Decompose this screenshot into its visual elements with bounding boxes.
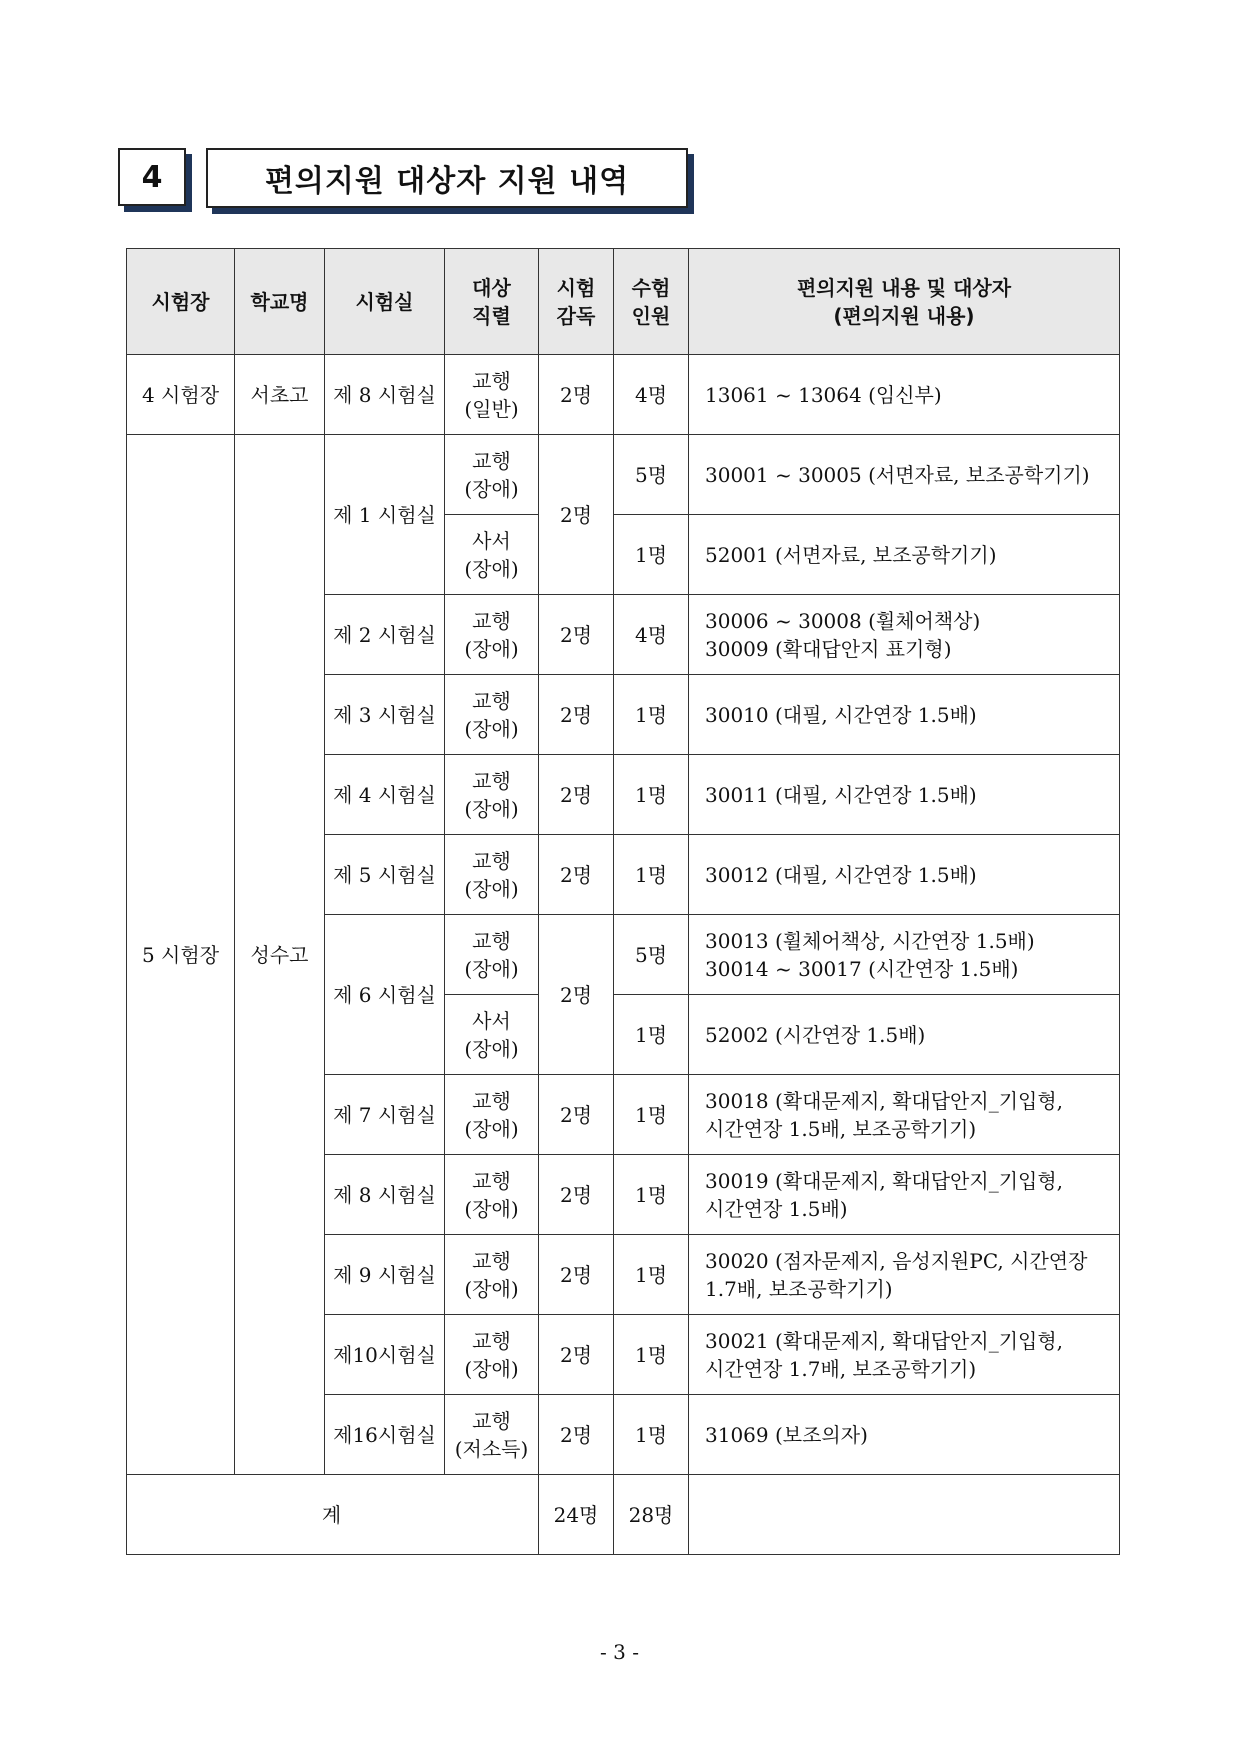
target-l2: (장애) [464, 1116, 519, 1141]
examinees-cell: 4명 [614, 355, 689, 435]
total-label: 계 [127, 1475, 539, 1555]
target-cell [445, 1155, 539, 1235]
header-detail-l1: 편의지원 내용 및 대상자 [796, 275, 1012, 300]
detail-l1: 30021 (확대문제지, 확대답안지_기입형, [705, 1328, 1064, 1353]
target-l2: (장애) [464, 956, 519, 981]
examinees-cell: 1명 [614, 835, 689, 915]
detail-l1: 30006 ~ 30008 (휠체어책상) [705, 608, 981, 633]
header-school: 학교명 [235, 249, 325, 355]
target-l2: (장애) [464, 1036, 519, 1061]
target-l1: 교행 [472, 768, 511, 793]
target-l2: (장애) [464, 1356, 519, 1381]
target-l1: 교행 [472, 368, 511, 393]
detail-l2: 시간연장 1.7배, 보조공학기기) [705, 1356, 977, 1381]
detail-l2: 1.7배, 보조공학기기) [705, 1276, 893, 1301]
school-cell: 서초고 [235, 355, 325, 435]
detail-l2: 시간연장 1.5배) [705, 1196, 848, 1221]
support-table [126, 248, 1120, 1555]
target-cell [445, 835, 539, 915]
page-number: - 3 - [600, 1640, 639, 1664]
detail-l1: 52001 (서면자료, 보조공학기기) [705, 542, 997, 567]
room-cell: 제 3 시험실 [325, 675, 445, 755]
detail-cell [689, 755, 1120, 835]
room-cell: 제 5 시험실 [325, 835, 445, 915]
header-target [445, 249, 539, 355]
examinees-cell: 1명 [614, 755, 689, 835]
detail-l1: 30019 (확대문제지, 확대답안지_기입형, [705, 1168, 1064, 1193]
supervisor-cell: 2명 [539, 1075, 614, 1155]
supervisor-cell: 2명 [539, 1235, 614, 1315]
target-l1: 사서 [472, 528, 511, 553]
target-cell [445, 355, 539, 435]
header-examinees-l2: 인원 [631, 303, 671, 328]
target-cell [445, 595, 539, 675]
target-l1: 교행 [472, 1248, 511, 1273]
detail-cell [689, 1235, 1120, 1315]
target-l1: 교행 [472, 1168, 511, 1193]
detail-l1: 30001 ~ 30005 (서면자료, 보조공학기기) [705, 462, 1090, 487]
detail-l1: 30018 (확대문제지, 확대답안지_기입형, [705, 1088, 1064, 1113]
target-l2: (장애) [464, 1276, 519, 1301]
detail-l1: 30013 (휠체어책상, 시간연장 1.5배) [705, 928, 1035, 953]
detail-cell [689, 835, 1120, 915]
table-row [127, 435, 1120, 515]
examinees-cell: 1명 [614, 1395, 689, 1475]
supervisor-cell: 2명 [539, 675, 614, 755]
room-cell: 제 4 시험실 [325, 755, 445, 835]
target-l1: 교행 [472, 448, 511, 473]
target-l1: 교행 [472, 1328, 511, 1353]
target-cell [445, 915, 539, 995]
target-cell [445, 1395, 539, 1475]
supervisor-cell: 2명 [539, 1315, 614, 1395]
target-l2: (저소득) [454, 1436, 529, 1461]
target-cell [445, 675, 539, 755]
room-cell: 제10시험실 [325, 1315, 445, 1395]
detail-cell [689, 995, 1120, 1075]
room-cell: 제16시험실 [325, 1395, 445, 1475]
supervisor-cell: 2명 [539, 1155, 614, 1235]
detail-l1: 52002 (시간연장 1.5배) [705, 1022, 926, 1047]
room-cell: 제 6 시험실 [325, 915, 445, 1075]
detail-l2: 30014 ~ 30017 (시간연장 1.5배) [705, 956, 1019, 981]
room-cell: 제 8 시험실 [325, 1155, 445, 1235]
header-detail [689, 249, 1120, 355]
room-cell: 제 1 시험실 [325, 435, 445, 595]
room-cell: 제 9 시험실 [325, 1235, 445, 1315]
target-l2: (장애) [464, 636, 519, 661]
supervisor-cell: 2명 [539, 835, 614, 915]
detail-cell [689, 1075, 1120, 1155]
target-l1: 교행 [472, 608, 511, 633]
header-target-l2: 직렬 [472, 303, 511, 328]
detail-cell [689, 1315, 1120, 1395]
target-cell [445, 1235, 539, 1315]
target-cell [445, 755, 539, 835]
detail-l2: 시간연장 1.5배, 보조공학기기) [705, 1116, 977, 1141]
detail-cell [689, 915, 1120, 995]
header-examinees [614, 249, 689, 355]
detail-l1: 30011 (대필, 시간연장 1.5배) [705, 782, 977, 807]
total-detail-empty [689, 1475, 1120, 1555]
target-l2: (장애) [464, 796, 519, 821]
examinees-cell: 5명 [614, 915, 689, 995]
header-supervisor-l2: 감독 [556, 303, 596, 328]
header-row [127, 249, 1120, 355]
header-site: 시험장 [127, 249, 235, 355]
site-cell: 4 시험장 [127, 355, 235, 435]
target-cell [445, 1315, 539, 1395]
supervisor-cell: 2명 [539, 595, 614, 675]
detail-cell [689, 515, 1120, 595]
target-l1: 교행 [472, 848, 511, 873]
room-cell: 제 2 시험실 [325, 595, 445, 675]
target-l2: (장애) [464, 876, 519, 901]
room-cell: 제 8 시험실 [325, 355, 445, 435]
examinees-cell: 1명 [614, 515, 689, 595]
detail-l1: 30012 (대필, 시간연장 1.5배) [705, 862, 977, 887]
examinees-cell: 1명 [614, 1235, 689, 1315]
target-l1: 교행 [472, 1408, 511, 1433]
target-cell [445, 1075, 539, 1155]
detail-cell [689, 1155, 1120, 1235]
detail-cell [689, 1395, 1120, 1475]
examinees-cell: 1명 [614, 1075, 689, 1155]
total-examinees: 28명 [614, 1475, 689, 1555]
examinees-cell: 1명 [614, 1155, 689, 1235]
examinees-cell: 4명 [614, 595, 689, 675]
examinees-cell: 1명 [614, 1315, 689, 1395]
examinees-cell: 5명 [614, 435, 689, 515]
total-supervisors: 24명 [539, 1475, 614, 1555]
header-detail-l2: (편의지원 내용) [833, 303, 975, 328]
target-l2: (장애) [464, 476, 519, 501]
supervisor-cell: 2명 [539, 435, 614, 595]
section-title: 편의지원 대상자 지원 내역 [206, 148, 688, 208]
school-cell: 성수고 [235, 435, 325, 1475]
detail-cell [689, 595, 1120, 675]
target-l2: (장애) [464, 556, 519, 581]
header-supervisor [539, 249, 614, 355]
target-l1: 교행 [472, 1088, 511, 1113]
header-examinees-l1: 수험 [631, 275, 671, 300]
supervisor-cell: 2명 [539, 915, 614, 1075]
detail-l2: 30009 (확대답안지 표기형) [705, 636, 952, 661]
target-cell [445, 435, 539, 515]
target-l1: 교행 [472, 928, 511, 953]
examinees-cell: 1명 [614, 675, 689, 755]
target-l1: 교행 [472, 688, 511, 713]
supervisor-cell: 2명 [539, 755, 614, 835]
room-cell: 제 7 시험실 [325, 1075, 445, 1155]
detail-cell [689, 675, 1120, 755]
total-row [127, 1475, 1120, 1555]
supervisor-cell: 2명 [539, 1395, 614, 1475]
header-supervisor-l1: 시험 [556, 275, 596, 300]
target-cell [445, 515, 539, 595]
examinees-cell: 1명 [614, 995, 689, 1075]
section-number-box: 4 [118, 148, 186, 206]
header-room: 시험실 [325, 249, 445, 355]
supervisor-cell: 2명 [539, 355, 614, 435]
target-l2: (장애) [464, 1196, 519, 1221]
detail-cell [689, 435, 1120, 515]
header-target-l1: 대상 [472, 275, 511, 300]
site-cell: 5 시험장 [127, 435, 235, 1475]
detail-l1: 31069 (보조의자) [705, 1422, 868, 1447]
detail-l1: 30020 (점자문제지, 음성지원PC, 시간연장 [705, 1248, 1088, 1273]
target-l2: (일반) [464, 396, 519, 421]
table-row [127, 355, 1120, 435]
target-l2: (장애) [464, 716, 519, 741]
detail-cell: 13061 ~ 13064 (임신부) [689, 355, 1120, 435]
target-l1: 사서 [472, 1008, 511, 1033]
detail-l1: 30010 (대필, 시간연장 1.5배) [705, 702, 977, 727]
target-cell [445, 995, 539, 1075]
